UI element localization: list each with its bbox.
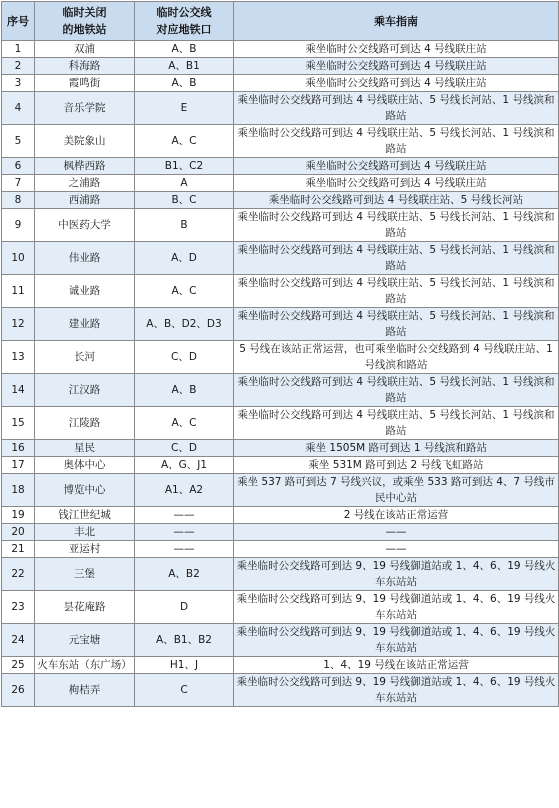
table-row [2,374,559,407]
cell-station: 中医药大学 [35,209,135,242]
cell-station: 星民 [35,440,135,457]
table-row [2,175,559,192]
cell-seq: 23 [2,591,35,624]
table-row [2,541,559,558]
cell-exit: —— [135,507,234,524]
cell-station: 音乐学院 [35,92,135,125]
cell-guide: 乘坐临时公交线路可到达 9、19 号线御道站或 1、4、6、19 号线火车东站站 [234,591,559,624]
table-row [2,407,559,440]
cell-guide: 乘坐临时公交线路可到达 9、19 号线御道站或 1、4、6、19 号线火车东站站 [234,674,559,707]
cell-seq: 1 [2,41,35,58]
cell-seq: 25 [2,657,35,674]
cell-seq: 17 [2,457,35,474]
table-row [2,41,559,58]
cell-exit: A、B [135,374,234,407]
cell-exit: A、C [135,125,234,158]
table-row [2,92,559,125]
cell-station: 美院象山 [35,125,135,158]
cell-guide: 乘坐临时公交线路可到达 4 号线联庄站、5 号线长河站、1 号线滨和路站 [234,242,559,275]
cell-seq: 19 [2,507,35,524]
table-row [2,125,559,158]
cell-station: 双浦 [35,41,135,58]
table-row [2,591,559,624]
table-row [2,474,559,507]
cell-seq: 14 [2,374,35,407]
cell-guide: 乘坐临时公交线路可到达 4 号线联庄站 [234,158,559,175]
table-row [2,507,559,524]
cell-guide: 乘坐临时公交线路可到达 4 号线联庄站、5 号线长河站、1 号线滨和路站 [234,308,559,341]
cell-guide: 2 号线在该站正常运营 [234,507,559,524]
header-guide: 乘车指南 [234,2,559,41]
cell-station: 江陵路 [35,407,135,440]
cell-exit: A、B2 [135,558,234,591]
cell-seq: 26 [2,674,35,707]
cell-exit: A、B、D2、D3 [135,308,234,341]
cell-exit: A、C [135,275,234,308]
cell-station: 之浦路 [35,175,135,192]
table-row [2,242,559,275]
cell-seq: 7 [2,175,35,192]
cell-seq: 9 [2,209,35,242]
table-row [2,192,559,209]
closure-table [1,1,559,707]
cell-guide: 乘坐临时公交线路可到达 4 号线联庄站、5 号线长河站、1 号线滨和路站 [234,209,559,242]
cell-guide: 乘坐临时公交线路可到达 4 号线联庄站 [234,41,559,58]
cell-station: 西浦路 [35,192,135,209]
cell-seq: 16 [2,440,35,457]
cell-station: 亚运村 [35,541,135,558]
cell-exit: A、B [135,41,234,58]
table-row [2,209,559,242]
cell-guide: 乘坐临时公交线路可到达 4 号线联庄站 [234,58,559,75]
cell-guide: 乘坐临时公交线路可到达 4 号线联庄站 [234,75,559,92]
cell-guide: 乘坐临时公交线路可到达 4 号线联庄站、5 号线长河站 [234,192,559,209]
cell-exit: C、D [135,341,234,374]
cell-exit: B、C [135,192,234,209]
table-row [2,674,559,707]
cell-seq: 24 [2,624,35,657]
header-row [2,2,559,41]
cell-exit: A [135,175,234,192]
cell-guide: 乘坐临时公交线路可到达 9、19 号线御道站或 1、4、6、19 号线火车东站站 [234,624,559,657]
cell-guide: —— [234,524,559,541]
cell-exit: —— [135,524,234,541]
cell-guide: —— [234,541,559,558]
cell-seq: 22 [2,558,35,591]
cell-exit: A、B1、B2 [135,624,234,657]
cell-guide: 乘坐临时公交线路可到达 4 号线联庄站、5 号线长河站、1 号线滨和路站 [234,125,559,158]
cell-guide: 乘坐临时公交线路可到达 4 号线联庄站、5 号线长河站、1 号线滨和路站 [234,275,559,308]
cell-exit: —— [135,541,234,558]
cell-exit: A、C [135,407,234,440]
cell-exit: A、G、J1 [135,457,234,474]
cell-exit: H1、J [135,657,234,674]
cell-exit: B1、C2 [135,158,234,175]
cell-guide: 乘坐临时公交线路可到达 4 号线联庄站、5 号线长河站、1 号线滨和路站 [234,92,559,125]
cell-seq: 18 [2,474,35,507]
cell-seq: 20 [2,524,35,541]
table-row [2,524,559,541]
cell-seq: 10 [2,242,35,275]
cell-guide: 1、4、19 号线在该站正常运营 [234,657,559,674]
table-row [2,624,559,657]
cell-seq: 13 [2,341,35,374]
cell-seq: 6 [2,158,35,175]
cell-seq: 15 [2,407,35,440]
cell-seq: 12 [2,308,35,341]
cell-station: 诚业路 [35,275,135,308]
header-seq: 序号 [2,2,35,41]
cell-exit: A、B [135,75,234,92]
cell-seq: 4 [2,92,35,125]
cell-station: 建业路 [35,308,135,341]
table-row [2,341,559,374]
cell-exit: D [135,591,234,624]
cell-guide: 乘坐临时公交线路可到达 4 号线联庄站、5 号线长河站、1 号线滨和路站 [234,374,559,407]
table-row [2,457,559,474]
cell-station: 长河 [35,341,135,374]
cell-exit: A、D [135,242,234,275]
cell-station: 博览中心 [35,474,135,507]
cell-station: 三堡 [35,558,135,591]
cell-station: 丰北 [35,524,135,541]
cell-station: 伟业路 [35,242,135,275]
cell-exit: B [135,209,234,242]
cell-exit: A、B1 [135,58,234,75]
table-row [2,75,559,92]
table-row [2,158,559,175]
header-station: 临时关闭 的地铁站 [35,2,135,41]
cell-station: 火车东站（东广场） [35,657,135,674]
cell-station: 科海路 [35,58,135,75]
cell-guide: 乘坐临时公交线路可到达 4 号线联庄站 [234,175,559,192]
cell-station: 元宝塘 [35,624,135,657]
cell-guide: 乘坐 1505M 路可到达 1 号线滨和路站 [234,440,559,457]
table-row [2,558,559,591]
table-row [2,657,559,674]
cell-guide: 5 号线在该站正常运营，也可乘坐临时公交线路到 4 号线联庄站、1 号线滨和路站 [234,341,559,374]
cell-guide: 乘坐临时公交线路可到达 4 号线联庄站、5 号线长河站、1 号线滨和路站 [234,407,559,440]
cell-station: 钱江世纪城 [35,507,135,524]
cell-exit: E [135,92,234,125]
cell-exit: C、D [135,440,234,457]
table-row [2,58,559,75]
table-row [2,275,559,308]
cell-guide: 乘坐临时公交线路可到达 9、19 号线御道站或 1、4、6、19 号线火车东站站 [234,558,559,591]
cell-seq: 3 [2,75,35,92]
cell-seq: 5 [2,125,35,158]
header-exit: 临时公交线 对应地铁口 [135,2,234,41]
cell-station: 枸桔弄 [35,674,135,707]
cell-exit: A1、A2 [135,474,234,507]
table-row [2,440,559,457]
cell-seq: 11 [2,275,35,308]
cell-station: 江汉路 [35,374,135,407]
cell-guide: 乘坐 537 路可到达 7 号线兴议，或乘坐 533 路可到达 4、7 号线市民中心站 [234,474,559,507]
table-row [2,308,559,341]
cell-seq: 21 [2,541,35,558]
cell-seq: 8 [2,192,35,209]
cell-station: 霞鸣街 [35,75,135,92]
cell-seq: 2 [2,58,35,75]
cell-exit: C [135,674,234,707]
cell-guide: 乘坐 531M 路可到达 2 号线飞虹路站 [234,457,559,474]
cell-station: 奥体中心 [35,457,135,474]
cell-station: 昙花庵路 [35,591,135,624]
cell-station: 枫桦西路 [35,158,135,175]
